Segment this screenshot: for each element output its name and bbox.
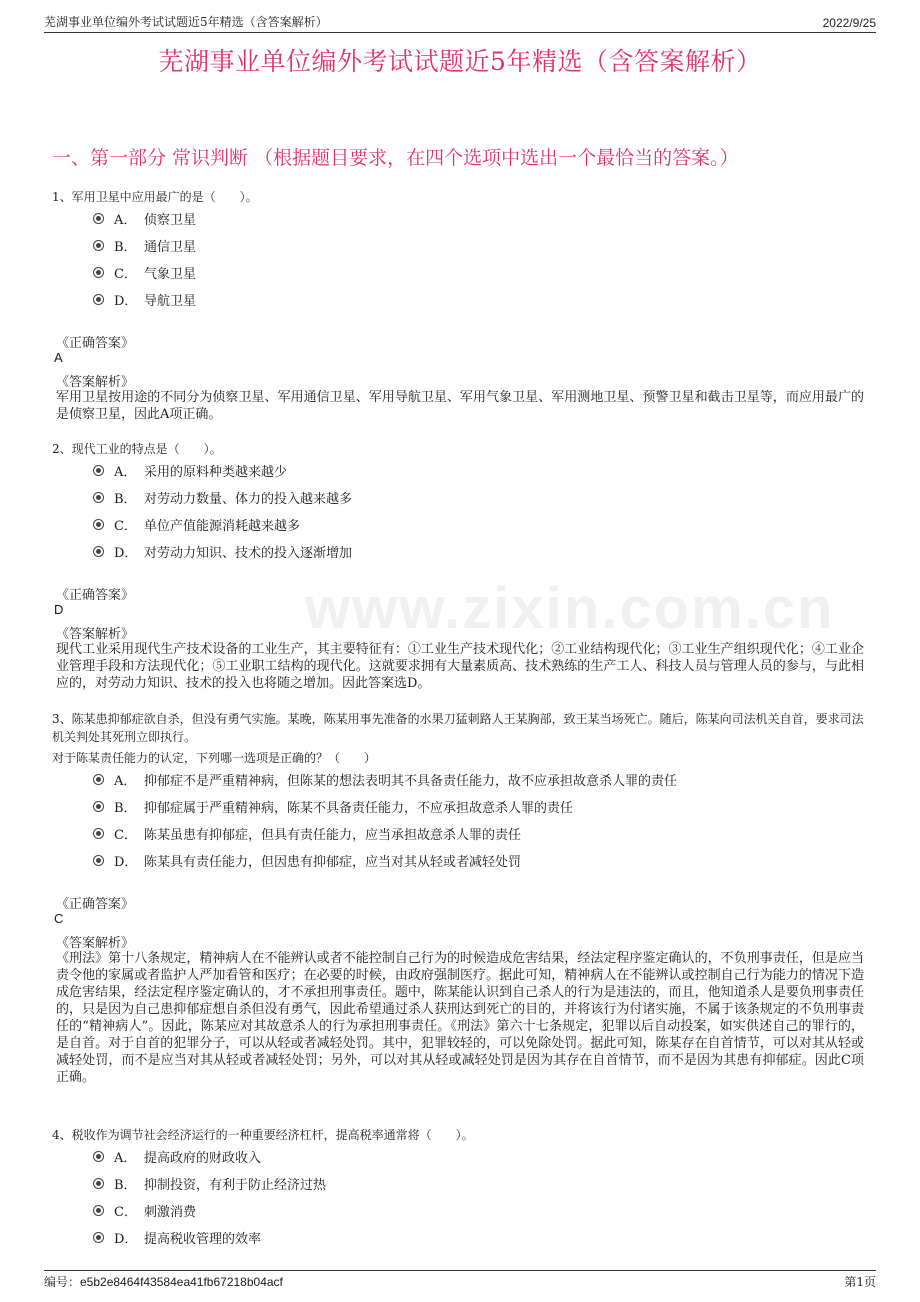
radio-icon[interactable] bbox=[93, 267, 104, 278]
option-letter: A． bbox=[114, 213, 137, 228]
option-text: 气象卫星 bbox=[144, 267, 197, 282]
radio-icon[interactable] bbox=[93, 213, 104, 224]
option-text: 导航卫星 bbox=[144, 294, 197, 309]
question-2-option-a[interactable] bbox=[93, 461, 287, 480]
radio-icon[interactable] bbox=[93, 1205, 104, 1216]
page-footer bbox=[44, 1270, 876, 1290]
radio-icon[interactable] bbox=[93, 546, 104, 557]
option-letter: C． bbox=[114, 828, 137, 843]
question-4-option-c[interactable] bbox=[93, 1201, 196, 1220]
question-1-answer: A bbox=[54, 350, 63, 365]
page-header bbox=[44, 10, 876, 33]
explanation-label: 《答案解析》 bbox=[56, 936, 135, 951]
radio-icon[interactable] bbox=[93, 801, 104, 812]
document-code: 编号：e5b2e8464f43584ea41fb67218b04acf bbox=[44, 1275, 283, 1289]
question-2-explanation: 现代工业采用现代生产技术设备的工业生产，其主要特征有：①工业生产技术现代化；②工业结构现代化；③工业生产组织现代化；④工业企业管理手段和方法现代化；⑤工业职工结构的现代化。这就要求拥有大量素质高、技术熟练的生产工人、科技人员与管理人员的参与，与此相应的，对劳动力知识、技术的投入也将随之增加。因此答案选D。 bbox=[56, 642, 864, 691]
option-text: 对劳动力知识、技术的投入逐渐增加 bbox=[144, 546, 353, 561]
question-1-option-a[interactable] bbox=[93, 209, 196, 228]
answer-label: 《正确答案》 bbox=[56, 588, 135, 603]
question-1-stem: 1、军用卫星中应用最广的是（ ）。 bbox=[52, 190, 258, 204]
question-3-prompt: 对于陈某责任能力的认定，下列哪一选项是正确的？（ ） bbox=[52, 751, 377, 765]
option-letter: D． bbox=[114, 1232, 138, 1247]
option-text: 陈某虽患有抑郁症，但具有责任能力，应当承担故意杀人罪的责任 bbox=[144, 828, 522, 843]
question-3-stem: 3、陈某患抑郁症欲自杀，但没有勇气实施。某晚，陈某用事先准备的水果刀猛刺路人王某胸部，致王某当场死亡。随后，陈某向司法机关自首，要求司法机关判处其死刑立即执行。 bbox=[52, 712, 864, 744]
document-title: 芜湖事业单位编外考试试题近5年精选（含答案解析） bbox=[158, 47, 762, 76]
option-letter: B． bbox=[114, 240, 137, 255]
option-text: 提高政府的财政收入 bbox=[144, 1151, 262, 1166]
question-1-option-b[interactable] bbox=[93, 236, 196, 255]
header-doc-title: 芜湖事业单位编外考试试题近5年精选（含答案解析） bbox=[44, 15, 328, 29]
question-3-option-d[interactable] bbox=[93, 851, 521, 870]
option-letter: B． bbox=[114, 1178, 137, 1193]
question-1-explanation: 军用卫星按用途的不同分为侦察卫星、军用通信卫星、军用导航卫星、军用气象卫星、军用测地卫星、预警卫星和截击卫星等，而应用最广的是侦察卫星，因此A项正确。 bbox=[56, 390, 864, 422]
option-letter: A． bbox=[114, 465, 137, 480]
radio-icon[interactable] bbox=[93, 855, 104, 866]
radio-icon[interactable] bbox=[93, 1232, 104, 1243]
question-1-option-d[interactable] bbox=[93, 290, 196, 309]
explanation-label: 《答案解析》 bbox=[56, 627, 135, 642]
option-letter: D． bbox=[114, 294, 138, 309]
radio-icon[interactable] bbox=[93, 240, 104, 251]
question-2-option-b[interactable] bbox=[93, 488, 352, 507]
option-text: 采用的原料种类越来越少 bbox=[144, 465, 288, 480]
question-1-option-c[interactable] bbox=[93, 263, 196, 282]
question-2-answer: D bbox=[54, 602, 64, 617]
option-text: 对劳动力数量、体力的投入越来越多 bbox=[144, 492, 353, 507]
option-letter: B． bbox=[114, 492, 137, 507]
option-text: 侦察卫星 bbox=[144, 213, 197, 228]
option-text: 通信卫星 bbox=[144, 240, 197, 255]
radio-icon[interactable] bbox=[93, 1151, 104, 1162]
question-3-option-a[interactable] bbox=[93, 770, 677, 789]
radio-icon[interactable] bbox=[93, 492, 104, 503]
section-heading: 一、第一部分 常识判断 （根据题目要求，在四个选项中选出一个最恰当的答案。） bbox=[52, 147, 739, 169]
question-3-option-c[interactable] bbox=[93, 824, 521, 843]
question-4-stem: 4、税收作为调节社会经济运行的一种重要经济杠杆，提高税率通常将（ ）。 bbox=[52, 1128, 474, 1142]
option-text: 单位产值能源消耗越来越多 bbox=[144, 519, 301, 534]
option-letter: A． bbox=[114, 774, 137, 789]
option-text: 提高税收管理的效率 bbox=[144, 1232, 262, 1247]
radio-icon[interactable] bbox=[93, 774, 104, 785]
question-4-option-d[interactable] bbox=[93, 1228, 261, 1247]
option-letter: C． bbox=[114, 1205, 137, 1220]
radio-icon[interactable] bbox=[93, 1178, 104, 1189]
question-2-option-d[interactable] bbox=[93, 542, 352, 561]
option-letter: C． bbox=[114, 267, 137, 282]
explanation-label: 《答案解析》 bbox=[56, 375, 135, 390]
page-number: 第1页 bbox=[844, 1275, 876, 1289]
question-2-stem: 2、现代工业的特点是（ ）。 bbox=[52, 442, 222, 456]
option-letter: D． bbox=[114, 855, 138, 870]
answer-label: 《正确答案》 bbox=[56, 336, 135, 351]
radio-icon[interactable] bbox=[93, 828, 104, 839]
option-text: 刺激消费 bbox=[144, 1205, 197, 1220]
header-date: 2022/9/25 bbox=[822, 16, 876, 30]
question-4-option-a[interactable] bbox=[93, 1147, 261, 1166]
question-2-option-c[interactable] bbox=[93, 515, 300, 534]
answer-label: 《正确答案》 bbox=[56, 897, 135, 912]
question-3-explanation: 《刑法》第十八条规定，精神病人在不能辨认或者不能控制自己行为的时候造成危害结果，经法定程序鉴定确认的，不负刑事责任，但是应当责令他的家属或者监护人严加看管和医疗；在必要的时候，由政府强制医疗。据此可知，精神病人在不能辨认或控制自己行为能力的情况下造成危害结果，经法定程序鉴定确认的，才不承担刑事责任。题中，陈某能认识到自己杀人的行为是违法的，而且，他知道杀人是要负刑事责任的，只是因为自己患抑郁症想自杀但没有勇气，因此希望通过杀人获刑达到死亡的目的，并将该行为付诸实施，不属于该条规定的不负刑事责任的“精神病人”。因此，陈某应对其故意杀人的行为承担刑事责任。《刑法》第六十七条规定，犯罪以后自动投案，如实供述自己的罪行的，是自首。对于自首的犯罪分子，可以从轻或者减轻处罚。其中，犯罪较轻的，可以免除处罚。据此可知，陈某存在自首情节，可以对其从轻或减轻处罚，而不是应当对其从轻或者减轻处罚；另外，可以对其从轻或减轻处罚是因为其存在自首情节，而不是因为其患有抑郁症。因此C项正确。 bbox=[56, 951, 864, 1085]
radio-icon[interactable] bbox=[93, 294, 104, 305]
question-3-option-b[interactable] bbox=[93, 797, 573, 816]
question-3-answer: C bbox=[54, 911, 64, 926]
option-text: 陈某具有责任能力，但因患有抑郁症，应当对其从轻或者减轻处罚 bbox=[144, 855, 522, 870]
option-text: 抑郁症不是严重精神病，但陈某的想法表明其不具备责任能力，故不应承担故意杀人罪的责任 bbox=[144, 774, 678, 789]
radio-icon[interactable] bbox=[93, 519, 104, 530]
question-4-option-b[interactable] bbox=[93, 1174, 326, 1193]
option-letter: A． bbox=[114, 1151, 137, 1166]
option-letter: C． bbox=[114, 519, 137, 534]
option-text: 抑制投资，有利于防止经济过热 bbox=[144, 1178, 327, 1193]
option-letter: D． bbox=[114, 546, 138, 561]
option-text: 抑郁症属于严重精神病，陈某不具备责任能力，不应承担故意杀人罪的责任 bbox=[144, 801, 574, 816]
option-letter: B． bbox=[114, 801, 137, 816]
watermark: www.zixin.com.cn bbox=[305, 576, 835, 641]
radio-icon[interactable] bbox=[93, 465, 104, 476]
